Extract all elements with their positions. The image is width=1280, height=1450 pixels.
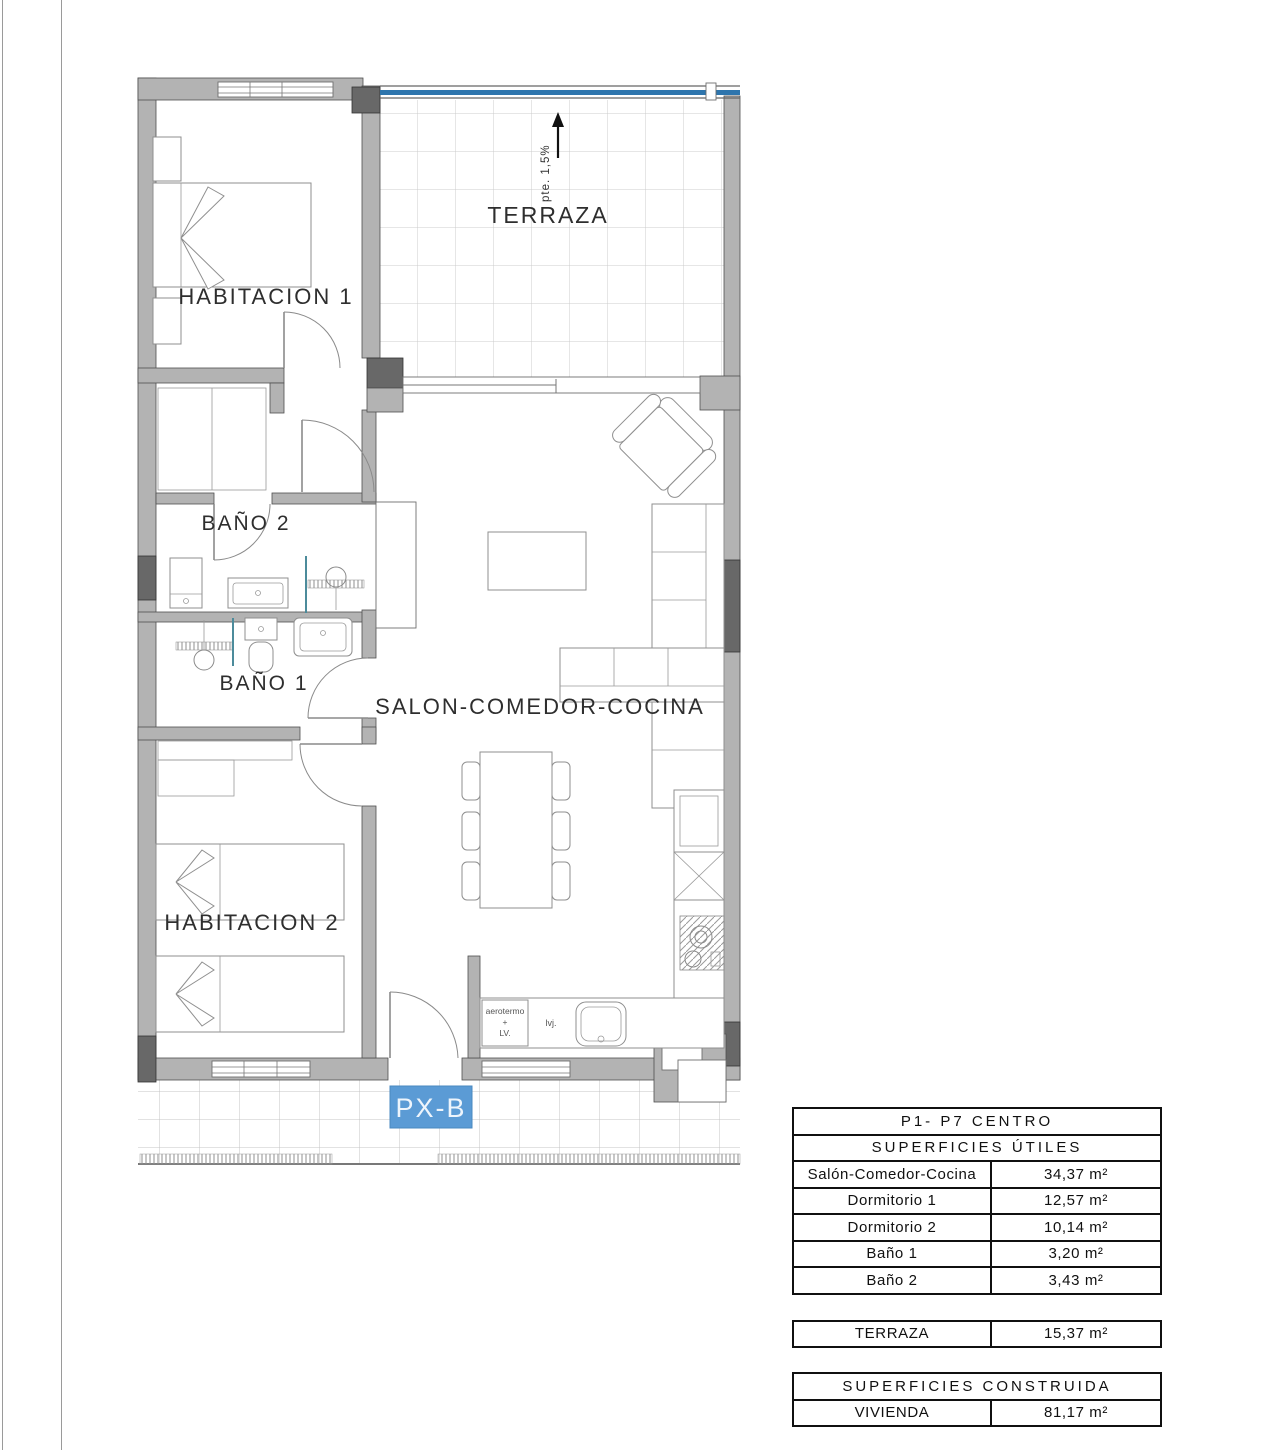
coffee-table — [488, 532, 586, 590]
dining-table — [462, 752, 570, 908]
kitchen-sink — [576, 1002, 626, 1046]
bed-habitacion1 — [153, 137, 311, 344]
door-bano1 — [308, 658, 368, 718]
fridge — [674, 790, 724, 852]
wardrobe — [158, 760, 234, 796]
table-row — [794, 1399, 1160, 1426]
sheet-frame-line-outer — [2, 0, 3, 1450]
surface-tables — [792, 1107, 1162, 1427]
toilet-bowl — [249, 642, 273, 672]
table-row — [794, 1160, 1160, 1187]
table-row — [794, 1322, 1160, 1347]
row-label: Dormitorio 1 — [794, 1189, 992, 1214]
plan-badge — [390, 1086, 472, 1128]
door-habitacion2 — [300, 744, 362, 806]
table-superficies-utiles — [792, 1107, 1162, 1295]
terraza-floor — [380, 100, 724, 378]
row-label: Salón-Comedor-Cocina — [794, 1162, 992, 1187]
walkway-hatch-strip — [140, 1154, 332, 1164]
nightstand — [153, 298, 181, 344]
aerotermo-label-1: aerotermo — [485, 1006, 525, 1016]
window-cocina — [482, 1061, 570, 1077]
row-value: 10,14 m² — [1044, 1218, 1108, 1236]
row-label: Baño 1 — [794, 1242, 992, 1267]
door-entrada — [390, 992, 458, 1058]
bed-single-2 — [156, 956, 344, 1032]
bed-single-1 — [156, 844, 344, 920]
table-title: P1- P7 CENTRO — [900, 1112, 1054, 1130]
bano2-fixtures — [170, 556, 364, 613]
table-row — [794, 1240, 1160, 1267]
row-value: 3,43 m² — [1048, 1271, 1104, 1289]
aerotermo-label-2: + — [502, 1017, 508, 1027]
installation-shaft — [376, 502, 416, 628]
label-bano1: BAÑO 1 — [219, 672, 309, 695]
table-subtitle: SUPERFICIES ÚTILES — [794, 1134, 1160, 1161]
bano1-fixtures — [176, 618, 352, 672]
row-label: VIVIENDA — [794, 1401, 992, 1426]
table-row — [794, 1187, 1160, 1214]
terraza-railing — [380, 83, 740, 100]
water-heater — [170, 558, 202, 608]
row-value: 12,57 m² — [1044, 1192, 1108, 1210]
row-label: Baño 2 — [794, 1268, 992, 1293]
row-label: Dormitorio 2 — [794, 1215, 992, 1240]
sliding-door-terraza — [403, 377, 700, 393]
oven-column — [674, 852, 724, 900]
row-value: 3,20 m² — [1048, 1245, 1104, 1263]
row-value: 81,17 m² — [1044, 1404, 1108, 1422]
table-superficies-construida — [792, 1372, 1162, 1427]
label-habitacion1: HABITACION 1 — [178, 284, 354, 309]
table-title: SUPERFICIES CONSTRUIDA — [842, 1377, 1112, 1395]
label-habitacion2: HABITACION 2 — [164, 910, 340, 935]
door-habitacion1 — [284, 312, 340, 368]
toilet-cistern — [245, 618, 277, 640]
table-terraza — [792, 1320, 1162, 1349]
row-label: TERRAZA — [794, 1322, 992, 1347]
label-bano2: BAÑO 2 — [201, 512, 291, 535]
plan-badge-label: PX-B — [395, 1093, 467, 1123]
row-value: 15,37 m² — [1044, 1325, 1108, 1343]
lvj-label: lvj. — [545, 1018, 557, 1028]
slope-label: pte. 1,5% — [540, 144, 552, 202]
closet-pasillo — [158, 388, 266, 490]
shower-head — [194, 650, 214, 670]
walkway-hatch-strip — [438, 1154, 740, 1164]
window-habitacion2 — [212, 1061, 310, 1077]
label-salon: SALON-COMEDOR-COCINA — [375, 694, 705, 719]
row-value: 34,37 m² — [1044, 1165, 1108, 1183]
sink — [294, 618, 352, 656]
label-terraza: TERRAZA — [487, 202, 609, 228]
nightstand — [153, 137, 181, 181]
sink-vanity — [228, 578, 288, 608]
table-row — [794, 1213, 1160, 1240]
table-row — [794, 1266, 1160, 1293]
wardrobe — [158, 741, 292, 760]
window-habitacion1 — [218, 82, 333, 97]
aerotermo-label-3: LV. — [499, 1028, 511, 1038]
sheet-frame-line-inner — [61, 0, 62, 1450]
cooktop — [680, 916, 724, 970]
